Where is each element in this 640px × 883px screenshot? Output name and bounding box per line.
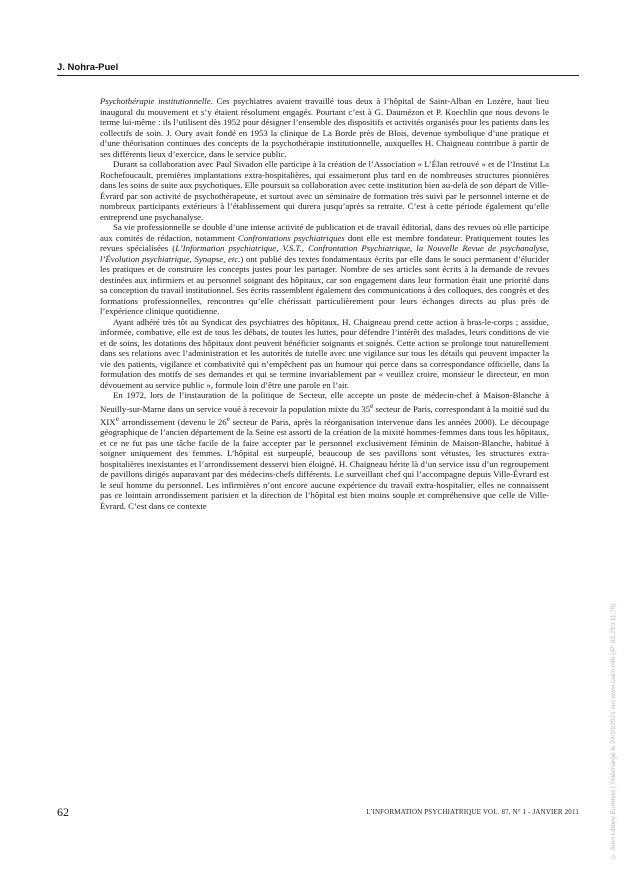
paragraph-2: Durant sa collaboration avec Paul Sivadon elle participe à la création de l’Association « L’Élan retrouvé » et de l’Institut La Rochefoucault, premières implantations extra-hospitalières, qui essaimeront plus tard en de nombreuses structures pionnières dans les soins de suite aux psychotiques. Elle poursuit sa collaboration avec cette institution bien au-delà de son départ de Ville-Évrard par son activité de psychothérapeute, et surtout avec un séminaire de formation très suivi par le personnel interne et de nombreux participants extérieurs à l’établissement qui durera jusqu’après sa retraite. C’est à cette période également qu’elle entreprend une psychanalyse. — [100, 159, 549, 222]
superscript: e — [115, 414, 119, 423]
paragraph-5-text-a: En 1972, lors de l’instauration de la politique de Secteur, elle accepte un poste de médecin-chef à Maison-Blanche à Neuilly-sur-Marne dans un service voué à recevoir la population mixte du 35 — [100, 390, 549, 414]
journal-title-italic: Confrontations psychiatriques — [237, 232, 345, 243]
superscript: e — [370, 401, 374, 410]
paragraph-1 — [100, 96, 549, 159]
paragraph-1-text: . Ces psychiatres avaient travaillé tous deux à l’hôpital de Saint-Alban en Lozère, haut lieu inaugural du mouvement et s’y étaient résolument engagés. Pourtant c’est à G. Daumézon et P. Koechlin que nous devons le terme lui-même : ils l’utilisent dès 1952 pour désigner l’ensemble des dispositifs et activités organisés pour les patients dans les collectifs de soin. J. Oury avait fondé en 1953 la clinique de La Borde près de Blois, devenue symbolique d’une pratique et d’une théorisation continues des concepts de la psychothérapie institutionnelle, auxquelles H. Chaigneau contribue à partir de ses différents lieux d’exercice, dans le service public. — [100, 96, 549, 159]
article-body — [100, 96, 549, 511]
journal-list-italic: L’Information psychiatrique, V.S.T., Confrontation Psychiatrique, la Nouvelle Revue de psychanalyse, l’Évolution psychiatrique, Synapse, etc. — [100, 243, 549, 264]
header-rule — [57, 75, 579, 76]
superscript: e — [226, 414, 230, 423]
download-watermark: © John Libbey Eurotext | Téléchargé le 24/10/2021 sur www.cairn.info (IP: 82.210.11.70) — [610, 603, 617, 860]
paragraph-3-text-c: ) ont publié des textes fondamentaux écrits par elle dans le souci permanent d’élucider les pratiques et de construire les concepts justes pour les partager. Nombre de ses articles sont écrits à la demande de revues destinées aux infirmiers et au personnel soignant des hôpitaux, car son engagement dans leur formation était une priorité dans sa conception du travail institutionnel. Ses écrits rassemblent également des communications à des colloques, des congrès et des formations professionnelles, rencontres qu’elle chérissait particulièrement pour leurs échanges directs au plus près de l’expérience clinique quotidienne. — [100, 253, 549, 316]
page-number: 62 — [57, 805, 69, 819]
italic-term: Psychothérapie institutionnelle — [100, 96, 211, 106]
running-head-author: J. Nohra-Puel — [57, 62, 119, 73]
paragraph-3 — [100, 222, 549, 317]
paragraph-5 — [100, 390, 549, 511]
journal-reference: L’INFORMATION PSYCHIATRIQUE VOL. 87, N° 1 - JANVIER 2011 — [366, 808, 579, 816]
paragraph-5-text-d: secteur de Paris, après la réorganisation intervenue dans les années 2000). Le découpage géographique de l’ancien département de la Seine est assorti de la création de la mixité hommes-femmes dans tous les hôpitaux, et ce ne fut pas une tâche facile de la faire accepter par le personnel exclusivement féminin de Maison-Blanche, habitué à soigner uniquement des femmes. L’hôpital est surpeuplé, beaucoup de ses pavillons sont vétustes, les structures extra-hospitalières inexistantes et l’arrondissement desservi bien éloigné. H. Chaigneau hérite là d’un service issu d’un regroupement de pavillons dirigés auparavant par des médecins-chefs différents. Le surveillant chef qui l’accompagne depuis Ville-Évrard est le seul homme du personnel. Les infirmières n’ont encore aucune expérience du travail extra-hospitalier, elles ne connaissent pas ce lointain arrondissement parisien et la direction de l’hôpital est bien moins souple et compréhensive que celle de Ville-Évrard. C’est dans ce contexte — [100, 416, 550, 511]
paragraph-4: Ayant adhéré très tôt au Syndicat des psychiatres des hôpitaux, H. Chaigneau prend cette action à bras-le-corps ; assidue, informée, combative, elle est de tous les débats, de toutes les luttes, pour défendre l’intérêt des malades, leurs conditions de vie et de soins, les dotations des hôpitaux dont peuvent bénéficier soignants et soignés. Cette action se prolonge tout naturellement dans ses relations avec l’administration et les autorités de tutelle avec une vigilance sur tous les détails qui peuvent impacter la vie des patients, vigilance et combativité qui n’empêchent pas un humour qui perce dans sa correspondance officielle, dans la formulation des motifs de ses demandes et qui se termine invariablement par « veuillez croire, monsieur le directeur, en mon dévouement au service public », formule loin d’être une parole en l’air. — [100, 316, 549, 390]
paragraph-5-text-c: arrondissement (devenu le 26 — [118, 416, 227, 427]
paragraph-5-text-b: secteur de Paris, correspondant à la moitié sud du XIX — [100, 403, 549, 427]
page-footer — [57, 805, 579, 819]
paragraph-3-text-a: Sa vie professionnelle se double d’une intense activité de publication et de travail éditorial, dans des revues où elle participe aux comités de rédaction, notamment — [100, 222, 549, 243]
paragraph-3-text-b: dont elle est membre fondateur. Pratiquement toutes les revues spécialisées ( — [100, 232, 549, 253]
